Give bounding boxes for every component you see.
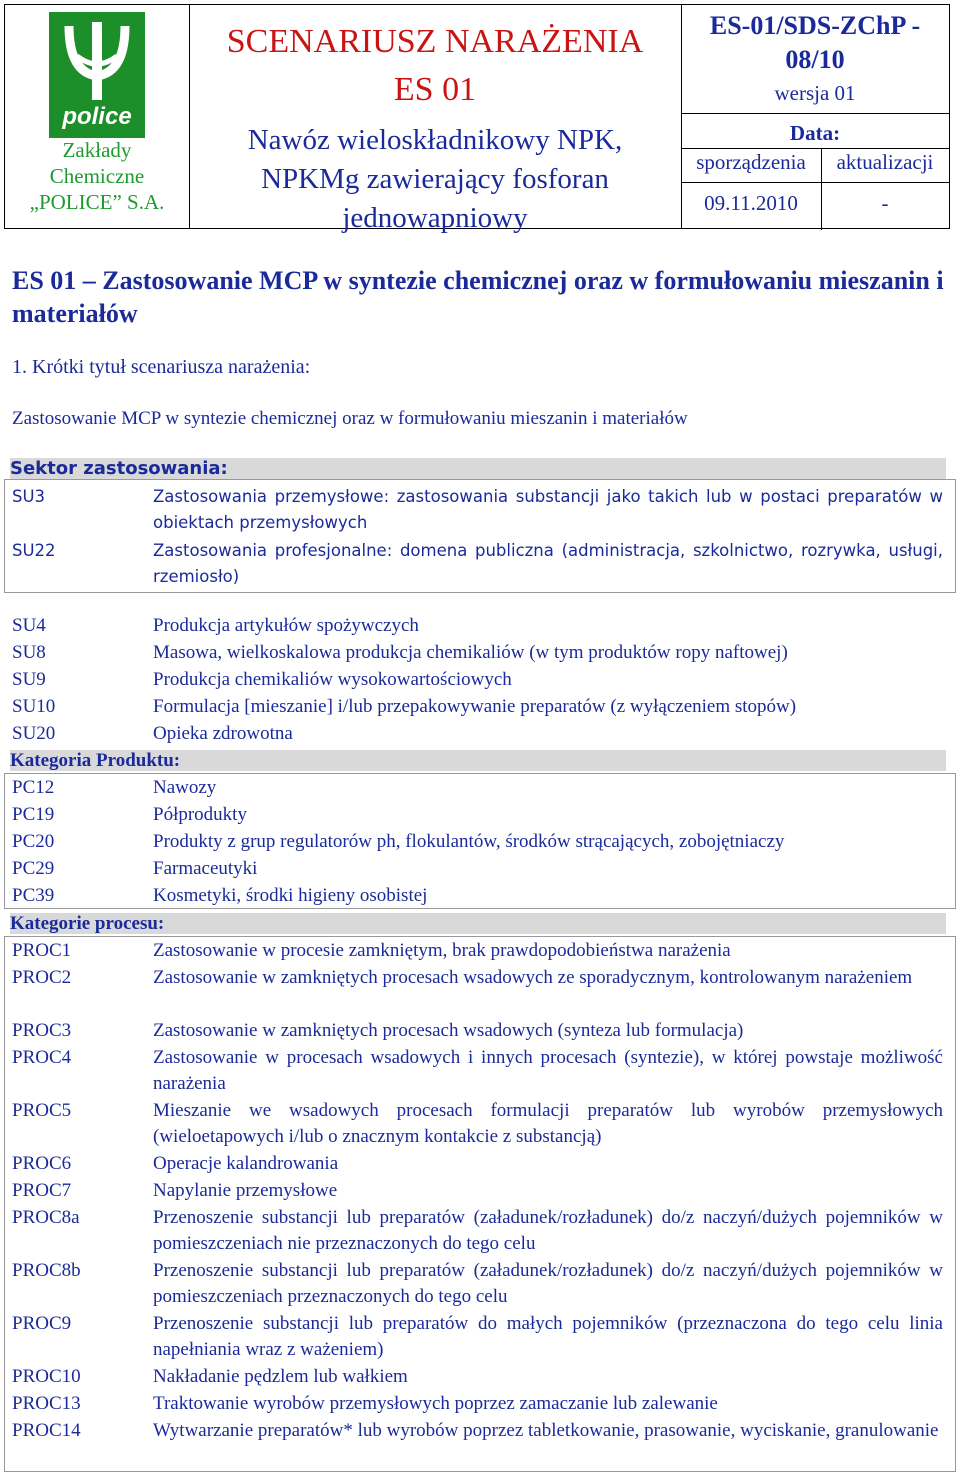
- updated-label: aktualizacji: [836, 150, 934, 174]
- process-code: PROC3: [12, 1020, 72, 1041]
- process-code: PROC10: [12, 1366, 81, 1387]
- process-code: PROC1: [12, 940, 72, 961]
- sector-code: SU9: [12, 669, 46, 690]
- product-code: PC29: [12, 858, 55, 879]
- process-code: PROC2: [12, 967, 72, 988]
- process-desc: Przenoszenie substancji lub preparatów do małych pojemników (przeznaczona do tego celu linia napełniania wraz z ważeniem): [153, 1313, 943, 1360]
- product-category-heading: Kategoria Produktu:: [10, 750, 946, 771]
- process-desc: Zastosowanie w zamkniętych procesach wsadowych ze sporadycznym, kontrolowanym narażeniem: [153, 967, 913, 988]
- process-code: PROC8b: [12, 1260, 81, 1281]
- process-category-heading: Kategorie procesu:: [10, 913, 946, 934]
- process-desc: Mieszanie we wsadowych procesach formulacji preparatów lub wyrobów przemysłowych (wieloetapowych i/lub o znacznym kontakcie z substancją): [153, 1100, 943, 1147]
- sector-desc: Masowa, wielkoskalowa produkcja chemikaliów (w tym produktów ropy naftowej): [153, 642, 788, 663]
- divider: [681, 182, 949, 183]
- company-cell: [5, 5, 190, 228]
- sector-desc: Produkcja artykułów spożywczych: [153, 615, 419, 636]
- scenario-code: ES 01: [393, 71, 477, 108]
- police-logo: [49, 12, 145, 138]
- process-code: PROC8a: [12, 1207, 80, 1228]
- sector-code: SU10: [12, 696, 56, 717]
- sector-heading: Sektor zastosowania:: [10, 458, 946, 479]
- process-code: PROC7: [12, 1180, 72, 1201]
- product-line-1: Nawóz wieloskładnikowy NPK,: [247, 124, 623, 156]
- document-header: [4, 4, 950, 234]
- sector-code: SU22: [12, 541, 56, 560]
- sector-code: SU8: [12, 642, 46, 663]
- document-title: ES 01 – Zastosowanie MCP w syntezie chemicznej oraz w formułowaniu mieszanin i materiałów: [12, 266, 944, 328]
- process-desc: Wytwarzanie preparatów* lub wyrobów poprzez tabletkowanie, prasowanie, wyciskanie, granulowanie: [153, 1420, 939, 1441]
- product-line-2: NPKMg zawierający fosforan: [261, 163, 609, 195]
- process-desc: Przenoszenie substancji lub preparatów (załadunek/rozładunek) do/z naczyń/dużych pojemników w pomieszczeniach nie przeznaczonych do tego celu: [153, 1207, 943, 1254]
- process-desc: Przenoszenie substancji lub preparatów (załadunek/rozładunek) do/z naczyń/dużych pojemników w pomieszczeniach przeznaczonych do tego celu: [153, 1260, 943, 1307]
- date-label: Data:: [789, 121, 841, 145]
- process-desc: Zastosowanie w zamkniętych procesach wsadowych (synteza lub formulacja): [153, 1020, 744, 1041]
- divider: [681, 148, 949, 149]
- process-code: PROC4: [12, 1047, 72, 1068]
- sector-code: SU4: [12, 615, 46, 636]
- product-desc: Farmaceutyki: [153, 858, 258, 879]
- product-desc: Półprodukty: [153, 804, 247, 825]
- company-line-1: Zakłady: [62, 138, 132, 162]
- product-code: PC20: [12, 831, 55, 852]
- doc-code: [681, 9, 949, 77]
- process-desc: Operacje kalandrowania: [153, 1153, 339, 1174]
- process-desc: Zastosowanie w procesie zamkniętym, brak prawdopodobieństwa narażenia: [153, 940, 731, 961]
- doc-code-line-1: ES-01/SDS-ZChP -: [709, 11, 921, 40]
- sector-desc: Zastosowania profesjonalne: domena publiczna (administracja, szkolnictwo, rozrywka, usługi, rzemiosło): [153, 541, 943, 586]
- scenario-title: SCENARIUSZ NARAŻENIA: [226, 23, 644, 60]
- company-line-3: „POLICE” S.A.: [29, 190, 165, 214]
- product-code: PC19: [12, 804, 55, 825]
- updated-date: -: [881, 191, 889, 215]
- process-desc: Zastosowanie w procesach wsadowych i innych procesach (syntezie), w której powstaje możliwość narażenia: [153, 1047, 943, 1094]
- process-desc: Napylanie przemysłowe: [153, 1180, 338, 1201]
- product-line-3: jednowapniowy: [342, 202, 528, 234]
- section-1-text: Zastosowanie MCP w syntezie chemicznej oraz w formułowaniu mieszanin i materiałów: [12, 408, 688, 429]
- divider: [681, 113, 949, 114]
- product-desc: Nawozy: [153, 777, 217, 798]
- process-code: PROC9: [12, 1313, 72, 1334]
- process-code: PROC5: [12, 1100, 72, 1121]
- sector-desc: Zastosowania przemysłowe: zastosowania substancji jako takich lub w postaci preparatów w obiektach przemysłowych: [153, 487, 943, 532]
- prepared-date: 09.11.2010: [704, 191, 798, 215]
- sector-desc: Formulacja [mieszanie] i/lub przepakowywanie preparatów (z wyłączeniem stopów): [153, 696, 797, 717]
- process-code: PROC14: [12, 1420, 81, 1441]
- doc-version: wersja 01: [774, 81, 856, 105]
- process-code: PROC6: [12, 1153, 72, 1174]
- sector-code: SU20: [12, 723, 56, 744]
- process-code: PROC13: [12, 1393, 81, 1414]
- prepared-label: sporządzenia: [696, 150, 806, 174]
- company-line-2: Chemiczne: [49, 164, 145, 188]
- sector-desc: Opieka zdrowotna: [153, 723, 293, 744]
- sector-desc: Produkcja chemikaliów wysokowartościowych: [153, 669, 512, 690]
- company-name: [5, 137, 189, 215]
- section-1-heading: 1. Krótki tytuł scenariusza narażenia:: [12, 356, 311, 378]
- doc-code-line-2: 08/10: [785, 45, 845, 74]
- product-desc: Kosmetyki, środki higieny osobistej: [153, 885, 428, 906]
- sector-code: SU3: [12, 487, 46, 506]
- process-desc: Nakładanie pędzlem lub wałkiem: [153, 1366, 408, 1387]
- process-desc: Traktowanie wyrobów przemysłowych poprzez zamaczanie lub zalewanie: [153, 1393, 718, 1414]
- product-code: PC12: [12, 777, 55, 798]
- doc-info-cell: [681, 5, 949, 228]
- svg-text:police: police: [62, 103, 132, 130]
- title-cell: [189, 5, 682, 234]
- product-desc: Produkty z grup regulatorów ph, flokulantów, środków strącających, zobojętniaczy: [153, 831, 785, 852]
- product-code: PC39: [12, 885, 55, 906]
